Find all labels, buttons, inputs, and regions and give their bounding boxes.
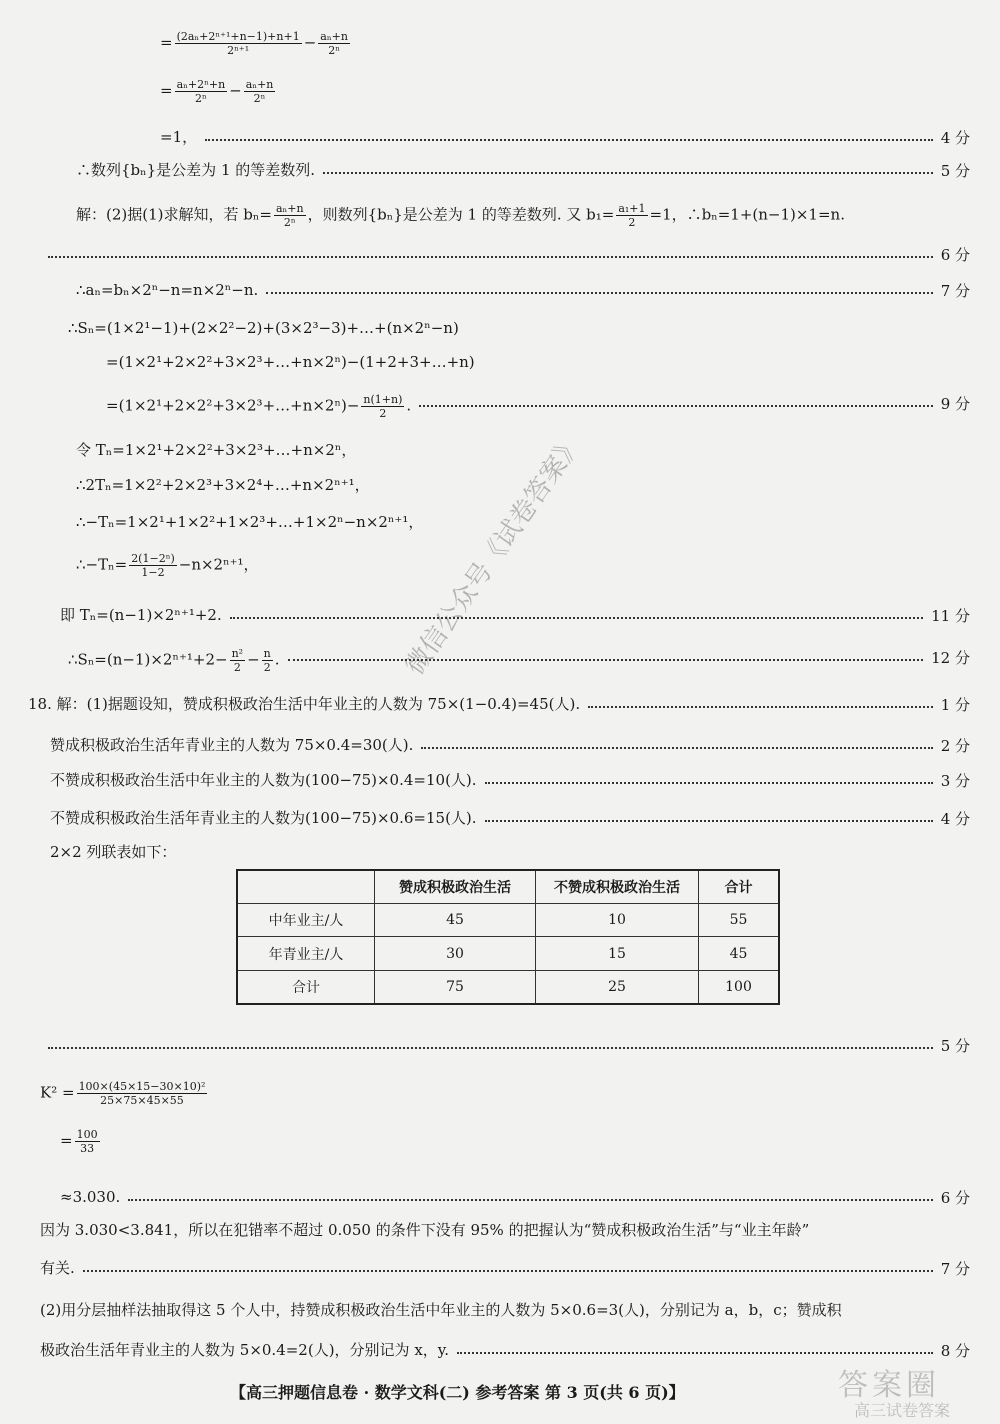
line-text: ∴aₙ=bₙ×2ⁿ−n=n×2ⁿ−n. <box>76 281 259 299</box>
line-text: ∴2Tₙ=1×2²+2×2³+3×2⁴+…+n×2ⁿ⁺¹， <box>76 476 370 494</box>
fraction-denominator: 2ⁿ <box>194 92 207 105</box>
answer-line <box>50 842 176 862</box>
line-text: − <box>303 33 317 52</box>
fraction-denominator: 33 <box>80 1142 95 1155</box>
fraction <box>361 393 404 420</box>
line-text: . <box>406 396 412 415</box>
answer-line <box>40 1080 209 1107</box>
table-row <box>237 970 779 1004</box>
answer-line <box>68 647 280 674</box>
line-text: =1， <box>160 128 198 146</box>
table-header-cell: 赞成积极政治生活 <box>375 870 536 904</box>
score-mark: 9 分 <box>940 395 970 413</box>
answer-line <box>160 127 197 147</box>
score-mark: 11 分 <box>931 607 970 625</box>
table-cell: 45 <box>699 937 780 970</box>
watermark-text: 微信公众号《试卷答案》 <box>399 429 589 681</box>
fraction-denominator: 2 <box>628 216 636 229</box>
score-mark: 6 分 <box>940 1189 970 1207</box>
table-cell: 45 <box>375 904 536 937</box>
line-text: =(1×2¹+2×2²+3×2³+…+n×2ⁿ)− <box>106 396 360 415</box>
line-text: − <box>247 650 260 669</box>
table-header-cell: 不赞成积极政治生活 <box>536 870 699 904</box>
score-mark: 3 分 <box>940 772 970 790</box>
fraction <box>77 1080 208 1107</box>
fraction-denominator: 2ⁿ <box>328 44 340 57</box>
table-cell: 中年业主/人 <box>237 904 375 937</box>
fraction-denominator: 2ⁿ <box>253 92 266 105</box>
answer-line <box>76 280 258 300</box>
fraction-denominator: 2ⁿ <box>283 216 296 229</box>
fraction-numerator: 100×(45×15−30×10)² <box>78 1080 206 1093</box>
table-row <box>237 904 779 937</box>
line-text: = <box>60 1131 73 1150</box>
logo-small-text: 高三试卷答案 <box>854 1401 951 1420</box>
line-text: 不赞成积极政治生活中年业主的人数为(100−75)×0.4=10(人). <box>50 771 477 789</box>
dotted-leader <box>230 617 923 619</box>
answer-line <box>68 318 459 338</box>
table-header-cell: 合计 <box>699 870 780 904</box>
line-text: 18. 解：(1)据题设知，赞成积极政治生活中年业主的人数为 75×(1−0.4)=45(人). <box>28 695 581 713</box>
fraction-denominator: 2ⁿ⁺¹ <box>227 44 250 57</box>
fraction <box>129 552 177 579</box>
line-text: ∴−Tₙ= <box>76 555 128 574</box>
answer-line <box>50 770 477 790</box>
answer-line <box>76 512 423 532</box>
line-text: 极政治生活年青业主的人数为 5×0.4=2(人)，分别记为 x，y. <box>40 1341 450 1359</box>
table-cell: 年青业主/人 <box>237 937 375 970</box>
table-cell: 合计 <box>237 970 375 1004</box>
line-text: =(1×2¹+2×2²+3×2³+…+n×2ⁿ)−(1+2+3+…+n) <box>106 353 475 371</box>
table-cell: 75 <box>375 970 536 1004</box>
answer-line <box>40 1258 75 1278</box>
answer-line <box>76 202 845 229</box>
fraction-numerator: (2aₙ+2ⁿ⁺¹+n−1)+n+1 <box>176 30 300 43</box>
fraction-denominator: 1−2 <box>141 566 165 579</box>
line-text: 令 Tₙ=1×2¹+2×2²+3×2³+…+n×2ⁿ， <box>76 441 357 459</box>
answer-line <box>60 1187 120 1207</box>
line-text: ≈3.030. <box>60 1188 121 1206</box>
fraction-numerator: n² <box>231 647 244 660</box>
fraction <box>616 202 647 229</box>
line-text: 解：(2)据(1)求解知，若 bₙ= <box>76 205 272 224</box>
fraction-numerator: n(1+n) <box>363 393 403 406</box>
fraction-denominator: 2 <box>263 661 271 674</box>
logo-big-text: 答案圈 <box>838 1368 940 1403</box>
table-cell: 25 <box>536 970 699 1004</box>
line-text: 赞成积极政治生活年青业主的人数为 75×0.4=30(人). <box>50 736 414 754</box>
score-mark: 12 分 <box>931 649 970 667</box>
answer-line <box>60 1128 102 1155</box>
table-cell: 10 <box>536 904 699 937</box>
answer-line <box>160 30 352 57</box>
fraction <box>244 78 276 105</box>
line-text: 有关. <box>40 1259 75 1277</box>
answer-line <box>40 1220 809 1240</box>
fraction-numerator: aₙ+n <box>245 78 274 91</box>
fraction <box>230 647 246 674</box>
dotted-leader <box>48 1047 933 1049</box>
fraction <box>175 78 228 105</box>
table-cell: 55 <box>699 904 780 937</box>
dotted-leader <box>288 659 924 661</box>
dotted-leader <box>588 706 933 708</box>
dotted-leader <box>419 405 933 407</box>
answer-line <box>76 475 370 495</box>
line-text: 即 Tₙ=(n−1)×2ⁿ⁺¹+2. <box>60 606 222 624</box>
answer-line <box>106 393 411 420</box>
answer-line <box>106 352 475 372</box>
score-mark: 5 分 <box>940 1037 970 1055</box>
line-text: 不赞成积极政治生活年青业主的人数为(100−75)×0.6=15(人). <box>50 809 477 827</box>
answer-line <box>40 1300 842 1320</box>
line-text: ∴数列{bₙ}是公差为 1 的等差数列. <box>76 161 316 179</box>
fraction-numerator: aₙ+n <box>320 30 348 43</box>
line-text: ∴Sₙ=(n−1)×2ⁿ⁺¹+2− <box>68 650 228 669</box>
line-text: −n×2ⁿ⁺¹， <box>178 555 259 574</box>
line-text: 因为 3.030<3.841，所以在犯错率不超过 0.050 的条件下没有 95% 的把握认为“赞成积极政治生活”与“业主年龄” <box>40 1221 810 1239</box>
dotted-leader <box>485 782 933 784</box>
fraction-numerator: aₙ+n <box>275 202 304 215</box>
fraction-numerator: a₁+1 <box>618 202 646 215</box>
fraction <box>274 202 306 229</box>
dotted-leader <box>457 1352 933 1354</box>
dotted-leader <box>83 1270 933 1272</box>
score-mark: 1 分 <box>940 696 970 714</box>
dotted-leader <box>323 172 933 174</box>
table-cell: 100 <box>699 970 780 1004</box>
score-mark: 2 分 <box>940 737 970 755</box>
dotted-leader <box>205 139 933 141</box>
dotted-leader <box>485 820 933 822</box>
fraction-denominator: 25×75×45×55 <box>100 1094 184 1107</box>
fraction <box>175 30 302 57</box>
fraction-denominator: 2 <box>233 661 241 674</box>
score-mark: 6 分 <box>940 246 970 264</box>
line-text: ∴−Tₙ=1×2¹+1×2²+1×2³+…+1×2ⁿ−n×2ⁿ⁺¹， <box>76 513 424 531</box>
score-mark: 4 分 <box>940 810 970 828</box>
line-text: = <box>160 81 173 100</box>
line-text: ，则数列{bₙ}是公差为 1 的等差数列. 又 b₁= <box>307 205 615 224</box>
fraction-numerator: aₙ+2ⁿ+n <box>176 78 226 91</box>
dotted-leader <box>128 1199 932 1201</box>
table-header-cell <box>237 870 375 904</box>
line-text: . <box>274 650 280 669</box>
table-row <box>237 937 779 970</box>
fraction-numerator: 100 <box>76 1128 98 1141</box>
page-footer: 【高三押题信息卷 · 数学文科(二) 参考答案 第 3 页(共 6 页)】 <box>230 1383 685 1402</box>
table-header-row <box>237 870 779 904</box>
fraction-denominator: 2 <box>379 407 387 420</box>
fraction <box>262 647 273 674</box>
answer-line <box>28 694 580 714</box>
line-text: =1，∴bₙ=1+(n−1)×1=n. <box>649 205 845 224</box>
answer-line <box>76 440 356 460</box>
fraction <box>318 30 350 57</box>
line-text: = <box>160 33 173 52</box>
score-mark: 7 分 <box>940 282 970 300</box>
dotted-leader <box>48 256 933 258</box>
line-text: 2×2 列联表如下： <box>50 843 177 861</box>
answer-line <box>50 735 413 755</box>
answer-line <box>76 160 315 180</box>
dotted-leader <box>266 292 932 294</box>
score-mark: 8 分 <box>940 1342 970 1360</box>
answer-line <box>50 808 477 828</box>
score-mark: 4 分 <box>940 129 970 147</box>
score-mark: 5 分 <box>940 162 970 180</box>
dotted-leader <box>421 747 932 749</box>
line-text: ∴Sₙ=(1×2¹−1)+(2×2²−2)+(3×2³−3)+…+(n×2ⁿ−n) <box>68 319 459 337</box>
site-logo <box>810 1360 985 1418</box>
answer-line <box>76 552 259 579</box>
line-text: − <box>229 81 242 100</box>
fraction-numerator: n <box>263 647 271 660</box>
score-mark: 7 分 <box>940 1260 970 1278</box>
fraction-numerator: 2(1−2ⁿ) <box>131 552 175 565</box>
line-text: K² = <box>40 1083 75 1102</box>
answer-line <box>40 1340 449 1360</box>
contingency-table <box>236 869 780 1005</box>
table-cell: 30 <box>375 937 536 970</box>
table-cell: 15 <box>536 937 699 970</box>
fraction <box>75 1128 100 1155</box>
line-text: (2)用分层抽样法抽取得这 5 个人中，持赞成积极政治生活中年业主的人数为 5×0.6=3(人)，分别记为 a，b，c；赞成积 <box>40 1301 842 1319</box>
answer-line <box>160 78 277 105</box>
answer-line <box>60 605 222 625</box>
